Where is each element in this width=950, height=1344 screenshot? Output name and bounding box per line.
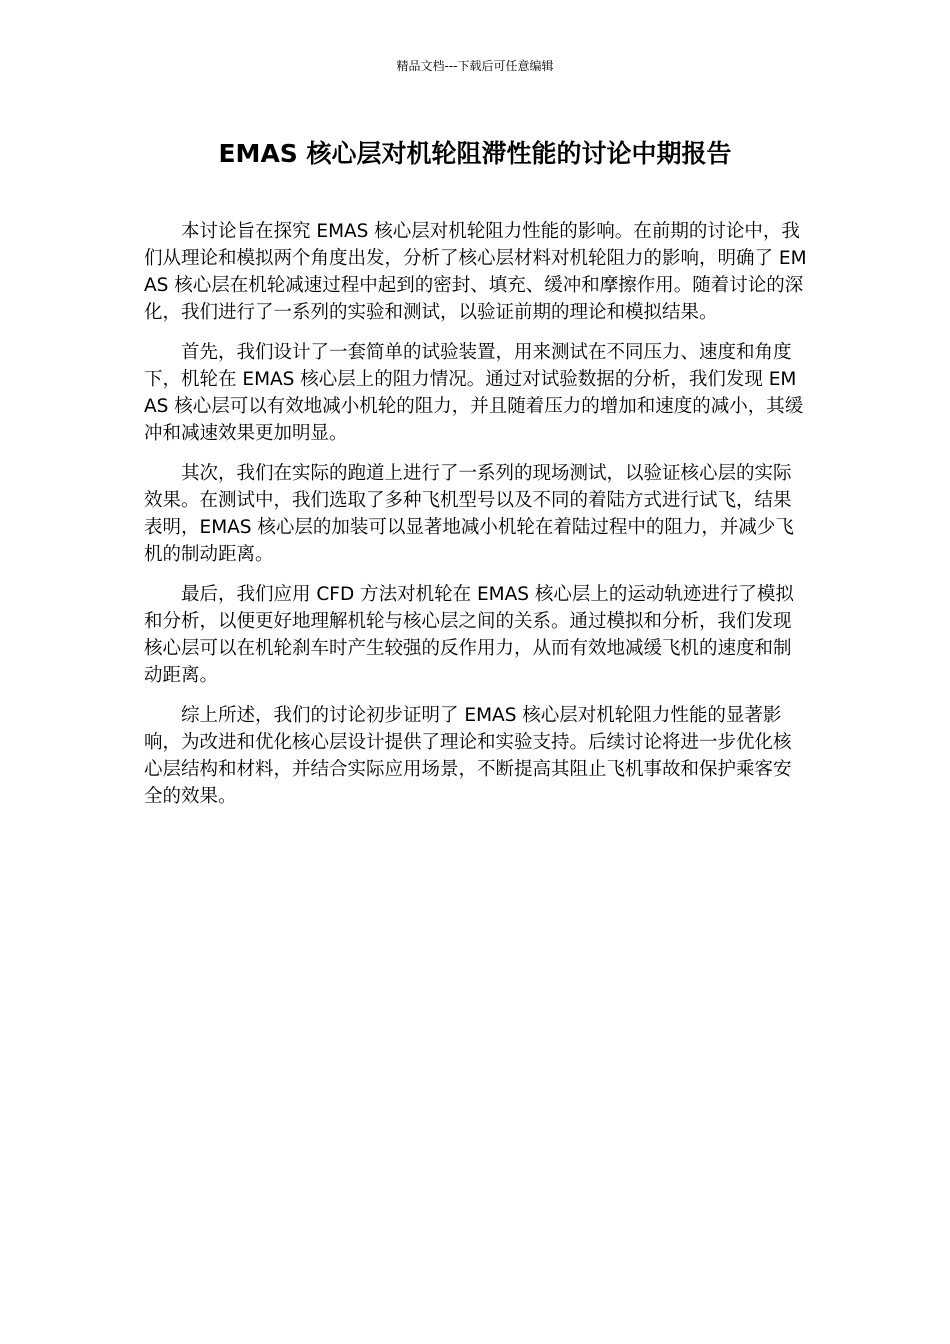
paragraph-second: 其次，我们在实际的跑道上进行了一系列的现场测试，以验证核心层的实际效果。在测试中，我们选取了多种飞机型号以及不同的着陆方式进行试飞，结果表明，EMAS 核心层的加装可以显著地减小机轮在着陆过程中的阻力，并减少飞机的制动距离。 [144, 463, 794, 565]
paragraph-last: 最后，我们应用 CFD 方法对机轮在 EMAS 核心层上的运动轨迹进行了模拟和分析，以便更好地理解机轮与核心层之间的关系。通过模拟和分析，我们发现核心层可以在机轮刹车时产生较强的反作用力，从而有效地减缓飞机的速度和制动距离。 [144, 584, 794, 686]
document-body [144, 218, 808, 823]
paragraph-first: 首先，我们设计了一套简单的试验装置，用来测试在不同压力、速度和角度下，机轮在 EMAS 核心层上的阻力情况。通过对试验数据的分析，我们发现 EMAS 核心层可以有效地减小机轮的阻力，并且随着压力的增加和速度的减小，其缓冲和减速效果更加明显。 [144, 342, 804, 444]
paragraph-intro: 本讨论旨在探究 EMAS 核心层对机轮阻力性能的影响。在前期的讨论中，我们从理论和模拟两个角度出发，分析了核心层材料对机轮阻力的影响，明确了 EMAS 核心层在机轮减速过程中起到的密封、填充、缓冲和摩擦作用。随着讨论的深化，我们进行了一系列的实验和测试，以验证前期的理论和模拟结果。 [144, 221, 807, 323]
paragraph-summary: 综上所述，我们的讨论初步证明了 EMAS 核心层对机轮阻力性能的显著影响，为改进和优化核心层设计提供了理论和实验支持。后续讨论将进一步优化核心层结构和材料，并结合实际应用场景，不断提高其阻止飞机事故和保护乘客安全的效果。 [144, 705, 792, 807]
document-title: EMAS 核心层对机轮阻滞性能的讨论中期报告 [218, 139, 732, 168]
header-note: 精品文档---下载后可任意编辑 [396, 59, 554, 73]
